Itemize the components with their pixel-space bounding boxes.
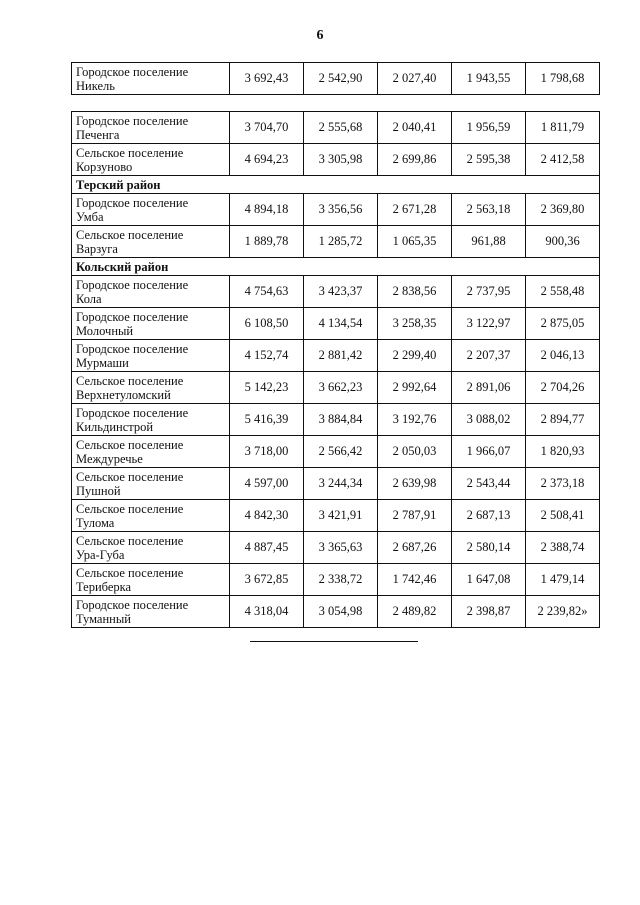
settlement-name [72,500,230,532]
value-cell: 2 875,05 [526,308,600,340]
settlement-title: Междуречье [76,451,143,466]
table-row [72,226,600,258]
value-cell: 2 412,58 [526,144,600,176]
value-cell: 2 566,42 [304,436,378,468]
value-cell: 1 647,08 [452,564,526,596]
settlement-type: Городское поселение [76,195,189,210]
value-cell: 3 672,85 [230,564,304,596]
settlement-name [72,276,230,308]
settlement-title: Умба [76,209,104,224]
value-cell: 2 555,68 [304,112,378,144]
settlement-type: Городское поселение [76,277,189,292]
data-table-top [71,62,600,95]
value-cell: 2 894,77 [526,404,600,436]
value-cell: 3 423,37 [304,276,378,308]
table-row [72,340,600,372]
value-cell: 3 192,76 [378,404,452,436]
settlement-type: Городское поселение [76,309,189,324]
table-row [72,436,600,468]
settlement-name [72,63,230,95]
settlement-name [72,596,230,628]
settlement-type: Сельское поселение [76,565,184,580]
settlement-type: Городское поселение [76,597,189,612]
value-cell: 2 299,40 [378,340,452,372]
settlement-name [72,144,230,176]
value-cell: 3 258,35 [378,308,452,340]
settlement-title: Верхнетуломский [76,387,171,402]
value-cell: 3 365,63 [304,532,378,564]
table-row [72,372,600,404]
value-cell: 2 239,82» [526,596,600,628]
settlement-name [72,564,230,596]
settlement-title: Ура-Губа [76,547,125,562]
value-cell: 2 050,03 [378,436,452,468]
value-cell: 4 318,04 [230,596,304,628]
section-heading: Терский район [72,176,600,194]
settlement-name [72,436,230,468]
settlement-title: Тулома [76,515,115,530]
value-cell: 5 142,23 [230,372,304,404]
value-cell: 4 152,74 [230,340,304,372]
value-cell: 3 305,98 [304,144,378,176]
section-heading-row [72,176,600,194]
table-body-top [72,63,600,95]
value-cell: 3 054,98 [304,596,378,628]
value-cell: 2 542,90 [304,63,378,95]
settlement-name [72,532,230,564]
value-cell: 2 639,98 [378,468,452,500]
value-cell: 3 662,23 [304,372,378,404]
value-cell: 2 687,13 [452,500,526,532]
value-cell: 4 754,63 [230,276,304,308]
settlement-name [72,308,230,340]
value-cell: 3 356,56 [304,194,378,226]
value-cell: 2 563,18 [452,194,526,226]
value-cell: 2 787,91 [378,500,452,532]
settlement-title: Корзуново [76,159,133,174]
settlement-type: Сельское поселение [76,373,184,388]
value-cell: 1 065,35 [378,226,452,258]
value-cell: 5 416,39 [230,404,304,436]
table-row [72,404,600,436]
value-cell: 900,36 [526,226,600,258]
value-cell: 1 479,14 [526,564,600,596]
settlement-type: Городское поселение [76,64,189,79]
value-cell: 1 285,72 [304,226,378,258]
table-row [72,532,600,564]
table-row [72,468,600,500]
value-cell: 1 820,93 [526,436,600,468]
settlement-type: Городское поселение [76,113,189,128]
value-cell: 2 687,26 [378,532,452,564]
settlement-name [72,340,230,372]
value-cell: 2 508,41 [526,500,600,532]
settlement-title: Никель [76,78,115,93]
value-cell: 2 373,18 [526,468,600,500]
settlement-name [72,226,230,258]
section-heading-row [72,258,600,276]
table-row [72,564,600,596]
settlement-title: Молочный [76,323,134,338]
value-cell: 1 742,46 [378,564,452,596]
value-cell: 2 338,72 [304,564,378,596]
settlement-type: Сельское поселение [76,469,184,484]
settlement-type: Сельское поселение [76,437,184,452]
table-row [72,500,600,532]
value-cell: 2 558,48 [526,276,600,308]
settlement-type: Городское поселение [76,341,189,356]
table-body-main [72,112,600,628]
value-cell: 1 966,07 [452,436,526,468]
value-cell: 2 543,44 [452,468,526,500]
settlement-title: Териберка [76,579,132,594]
value-cell: 2 891,06 [452,372,526,404]
settlement-name [72,404,230,436]
settlement-title: Туманный [76,611,131,626]
value-cell: 2 046,13 [526,340,600,372]
value-cell: 961,88 [452,226,526,258]
value-cell: 4 694,23 [230,144,304,176]
value-cell: 4 887,45 [230,532,304,564]
value-cell: 4 842,30 [230,500,304,532]
value-cell: 2 040,41 [378,112,452,144]
settlement-title: Кола [76,291,102,306]
table-row [72,112,600,144]
value-cell: 1 889,78 [230,226,304,258]
section-heading: Кольский район [72,258,600,276]
table-row [72,144,600,176]
value-cell: 3 704,70 [230,112,304,144]
value-cell: 2 699,86 [378,144,452,176]
value-cell: 3 088,02 [452,404,526,436]
value-cell: 2 207,37 [452,340,526,372]
table-row [72,194,600,226]
value-cell: 2 595,38 [452,144,526,176]
settlement-name [72,468,230,500]
value-cell: 1 956,59 [452,112,526,144]
value-cell: 2 671,28 [378,194,452,226]
settlement-type: Сельское поселение [76,533,184,548]
value-cell: 2 737,95 [452,276,526,308]
table-row [72,276,600,308]
settlement-type: Сельское поселение [76,227,184,242]
table-row [72,63,600,95]
settlement-title: Печенга [76,127,120,142]
end-divider-line [250,641,418,642]
value-cell: 1 943,55 [452,63,526,95]
value-cell: 2 704,26 [526,372,600,404]
value-cell: 2 388,74 [526,532,600,564]
data-table-main [71,111,600,628]
settlement-type: Городское поселение [76,405,189,420]
page-number: 6 [316,28,324,43]
value-cell: 2 027,40 [378,63,452,95]
value-cell: 1 811,79 [526,112,600,144]
settlement-title: Мурмаши [76,355,129,370]
value-cell: 3 421,91 [304,500,378,532]
settlement-type: Сельское поселение [76,145,184,160]
value-cell: 6 108,50 [230,308,304,340]
value-cell: 4 134,54 [304,308,378,340]
value-cell: 2 489,82 [378,596,452,628]
value-cell: 4 597,00 [230,468,304,500]
value-cell: 2 838,56 [378,276,452,308]
settlement-name [72,372,230,404]
value-cell: 3 244,34 [304,468,378,500]
value-cell: 2 580,14 [452,532,526,564]
value-cell: 3 122,97 [452,308,526,340]
value-cell: 3 718,00 [230,436,304,468]
settlement-title: Кильдинстрой [76,419,154,434]
table-row [72,596,600,628]
value-cell: 3 884,84 [304,404,378,436]
value-cell: 3 692,43 [230,63,304,95]
value-cell: 2 881,42 [304,340,378,372]
settlement-type: Сельское поселение [76,501,184,516]
settlement-title: Пушной [76,483,121,498]
value-cell: 2 398,87 [452,596,526,628]
value-cell: 2 992,64 [378,372,452,404]
settlement-name [72,194,230,226]
value-cell: 4 894,18 [230,194,304,226]
table-row [72,308,600,340]
value-cell: 1 798,68 [526,63,600,95]
value-cell: 2 369,80 [526,194,600,226]
settlement-name [72,112,230,144]
settlement-title: Варзуга [76,241,118,256]
